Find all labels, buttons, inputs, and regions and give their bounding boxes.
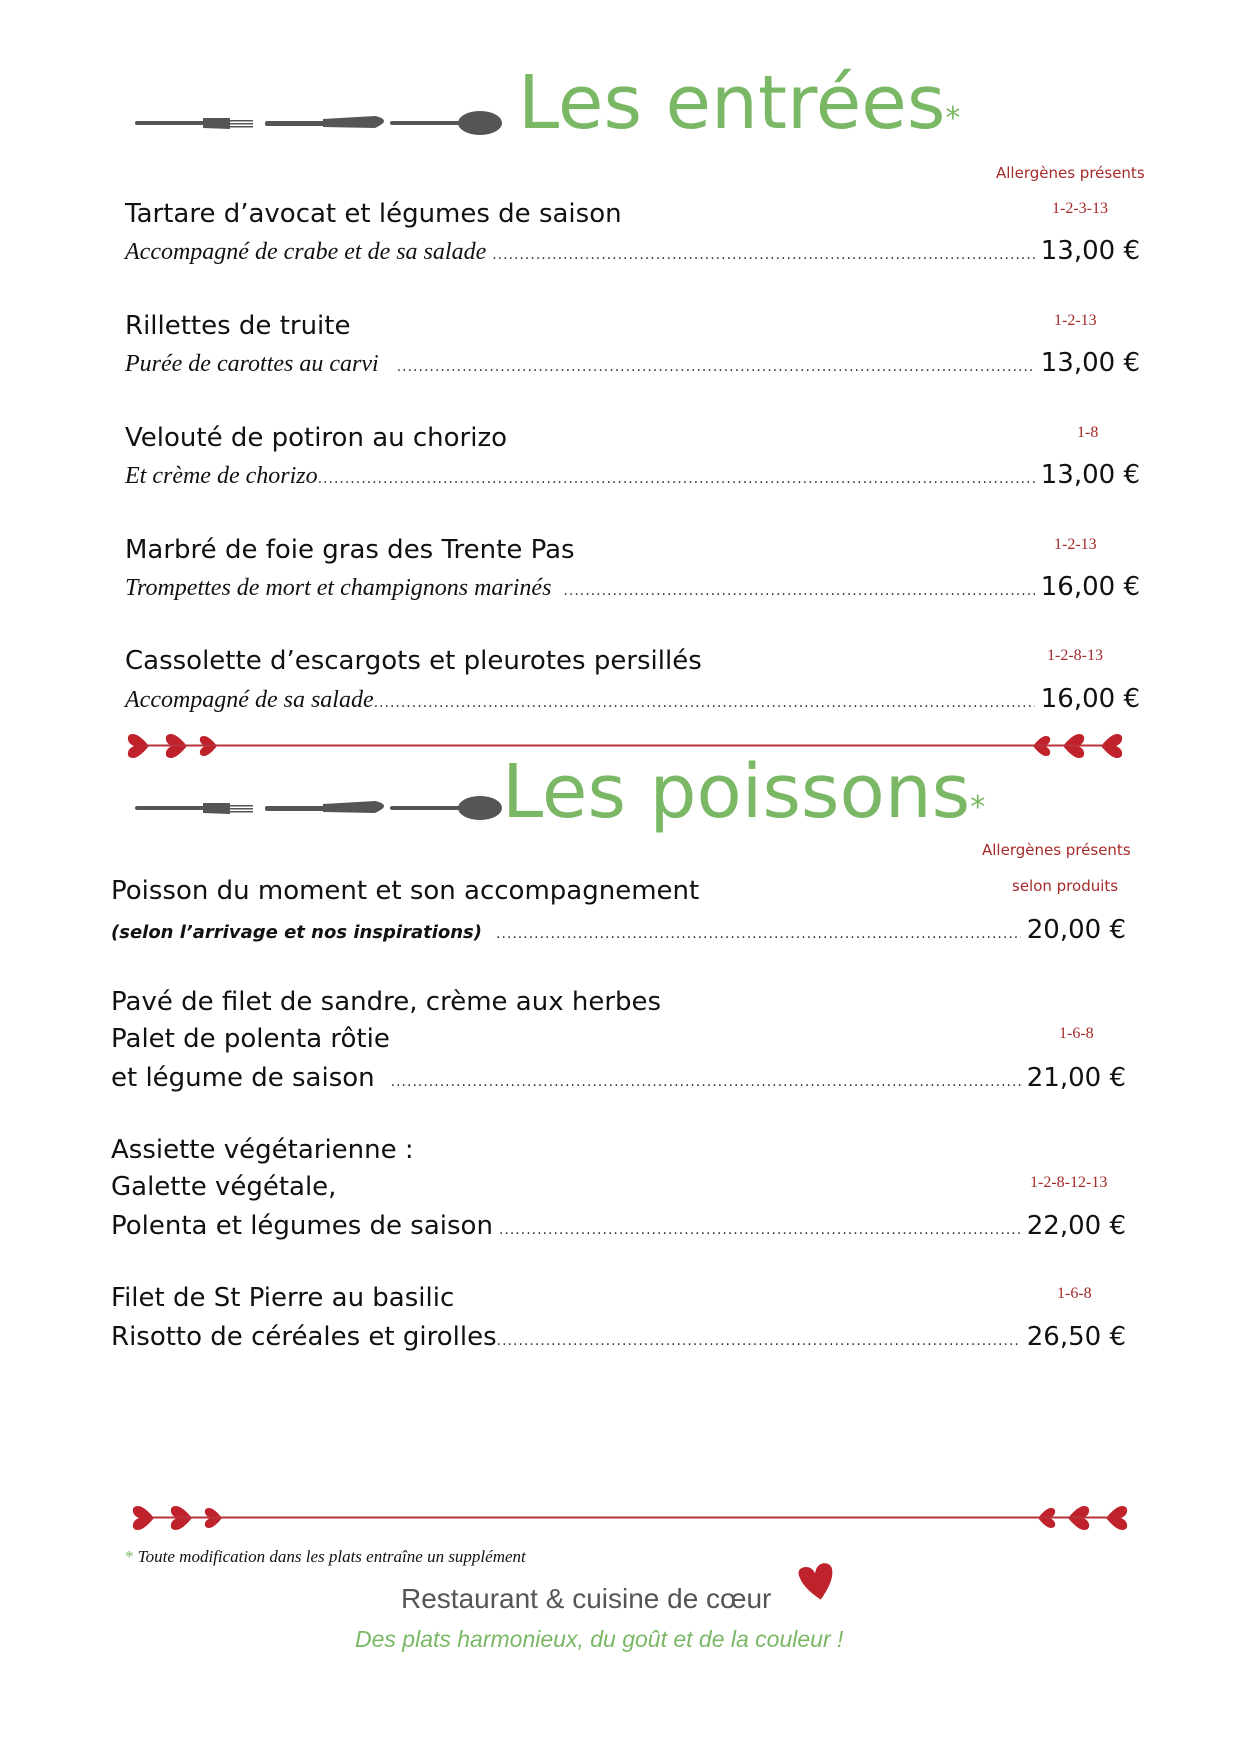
dish-name: Tartare d’avocat et légumes de saison bbox=[125, 199, 622, 229]
dish-line bbox=[125, 348, 1140, 378]
heart-icon bbox=[795, 1560, 839, 1604]
dish-price: 21,00 € bbox=[1026, 1063, 1126, 1093]
dish-description: Trompettes de mort et champignons marinés bbox=[125, 575, 552, 601]
allergen-codes: 1-2-13 bbox=[1054, 536, 1097, 553]
leader-dots bbox=[492, 247, 1035, 263]
dish-price: 16,00 € bbox=[1040, 572, 1140, 602]
dish-price: 13,00 € bbox=[1040, 460, 1140, 490]
dish-line bbox=[111, 1322, 1126, 1352]
allergen-codes: 1-2-13 bbox=[1054, 312, 1097, 329]
allergen-codes: selon produits bbox=[1012, 877, 1119, 895]
dish-description: Et crème de chorizo bbox=[125, 463, 318, 489]
section-title-entrees: Les entrées* bbox=[518, 60, 961, 146]
dish-line bbox=[125, 684, 1140, 714]
leader-dots bbox=[496, 926, 1021, 942]
allergen-header: Allergènes présents bbox=[982, 841, 1131, 859]
leader-dots bbox=[391, 1074, 1021, 1090]
leader-dots bbox=[563, 583, 1034, 599]
dish-price: 26,50 € bbox=[1026, 1322, 1126, 1352]
dish-line bbox=[111, 1211, 1126, 1241]
allergen-header: Allergènes présents bbox=[996, 164, 1145, 182]
restaurant-brand: Restaurant & cuisine de cœur bbox=[401, 1583, 772, 1614]
dish-line bbox=[125, 460, 1140, 490]
dish-description: Accompagné de crabe et de sa salade bbox=[125, 239, 487, 265]
allergen-codes: 1-6-8 bbox=[1057, 1285, 1092, 1302]
dish-description: Accompagné de sa salade bbox=[125, 687, 374, 713]
dish-line bbox=[111, 1063, 1126, 1093]
footnote-star: * bbox=[125, 1547, 134, 1566]
dish-name: Assiette végétarienne : bbox=[111, 1135, 414, 1165]
cutlery-icon bbox=[135, 108, 505, 138]
dish-price: 16,00 € bbox=[1040, 684, 1140, 714]
dish-line bbox=[125, 572, 1140, 602]
dish-name: Filet de St Pierre au basilic bbox=[111, 1283, 455, 1313]
allergen-codes: 1-2-3-13 bbox=[1052, 200, 1108, 217]
footnote-text: Toute modification dans les plats entraîne un supplément bbox=[137, 1547, 526, 1566]
leader-dots bbox=[497, 1333, 1021, 1349]
dish-description: Risotto de céréales et girolles bbox=[111, 1322, 497, 1352]
dish-description: (selon l’arrivage et nos inspirations) bbox=[111, 922, 482, 943]
dish-description: Polenta et légumes de saison bbox=[111, 1211, 493, 1241]
dish-name: Cassolette d’escargots et pleurotes persillés bbox=[125, 646, 702, 676]
tagline: Des plats harmonieux, du goût et de la couleur ! bbox=[355, 1626, 844, 1652]
dish-price: 13,00 € bbox=[1040, 348, 1140, 378]
dish-name: Poisson du moment et son accompagnement bbox=[111, 876, 700, 906]
dish-price: 13,00 € bbox=[1040, 236, 1140, 266]
dish-name: Marbré de foie gras des Trente Pas bbox=[125, 535, 575, 565]
cutlery-icon bbox=[135, 793, 505, 823]
dish-price: 22,00 € bbox=[1026, 1211, 1126, 1241]
leader-dots bbox=[318, 471, 1035, 487]
allergen-codes: 1-6-8 bbox=[1059, 1025, 1094, 1042]
dish-name: Pavé de filet de sandre, crème aux herbes bbox=[111, 987, 662, 1017]
allergen-codes: 1-2-8-12-13 bbox=[1030, 1174, 1108, 1191]
dish-name: Galette végétale, bbox=[111, 1172, 337, 1202]
leader-dots bbox=[499, 1222, 1021, 1238]
allergen-codes: 1-8 bbox=[1077, 424, 1099, 441]
dish-name: Rillettes de truite bbox=[125, 311, 351, 341]
hearts-divider-icon bbox=[130, 1504, 1130, 1534]
dish-name: Palet de polenta rôtie bbox=[111, 1024, 390, 1054]
dish-price: 20,00 € bbox=[1026, 915, 1126, 945]
section-title-poissons: Les poissons* bbox=[502, 749, 986, 835]
allergen-codes: 1-2-8-13 bbox=[1047, 647, 1103, 664]
dish-description: Purée de carottes au carvi bbox=[125, 351, 379, 377]
leader-dots bbox=[397, 359, 1035, 375]
dish-description: et légume de saison bbox=[111, 1063, 375, 1093]
dish-name: Velouté de potiron au chorizo bbox=[125, 423, 508, 453]
dish-line bbox=[125, 236, 1140, 266]
dish-line bbox=[111, 915, 1126, 945]
footnote bbox=[125, 1547, 526, 1567]
leader-dots bbox=[374, 695, 1035, 711]
